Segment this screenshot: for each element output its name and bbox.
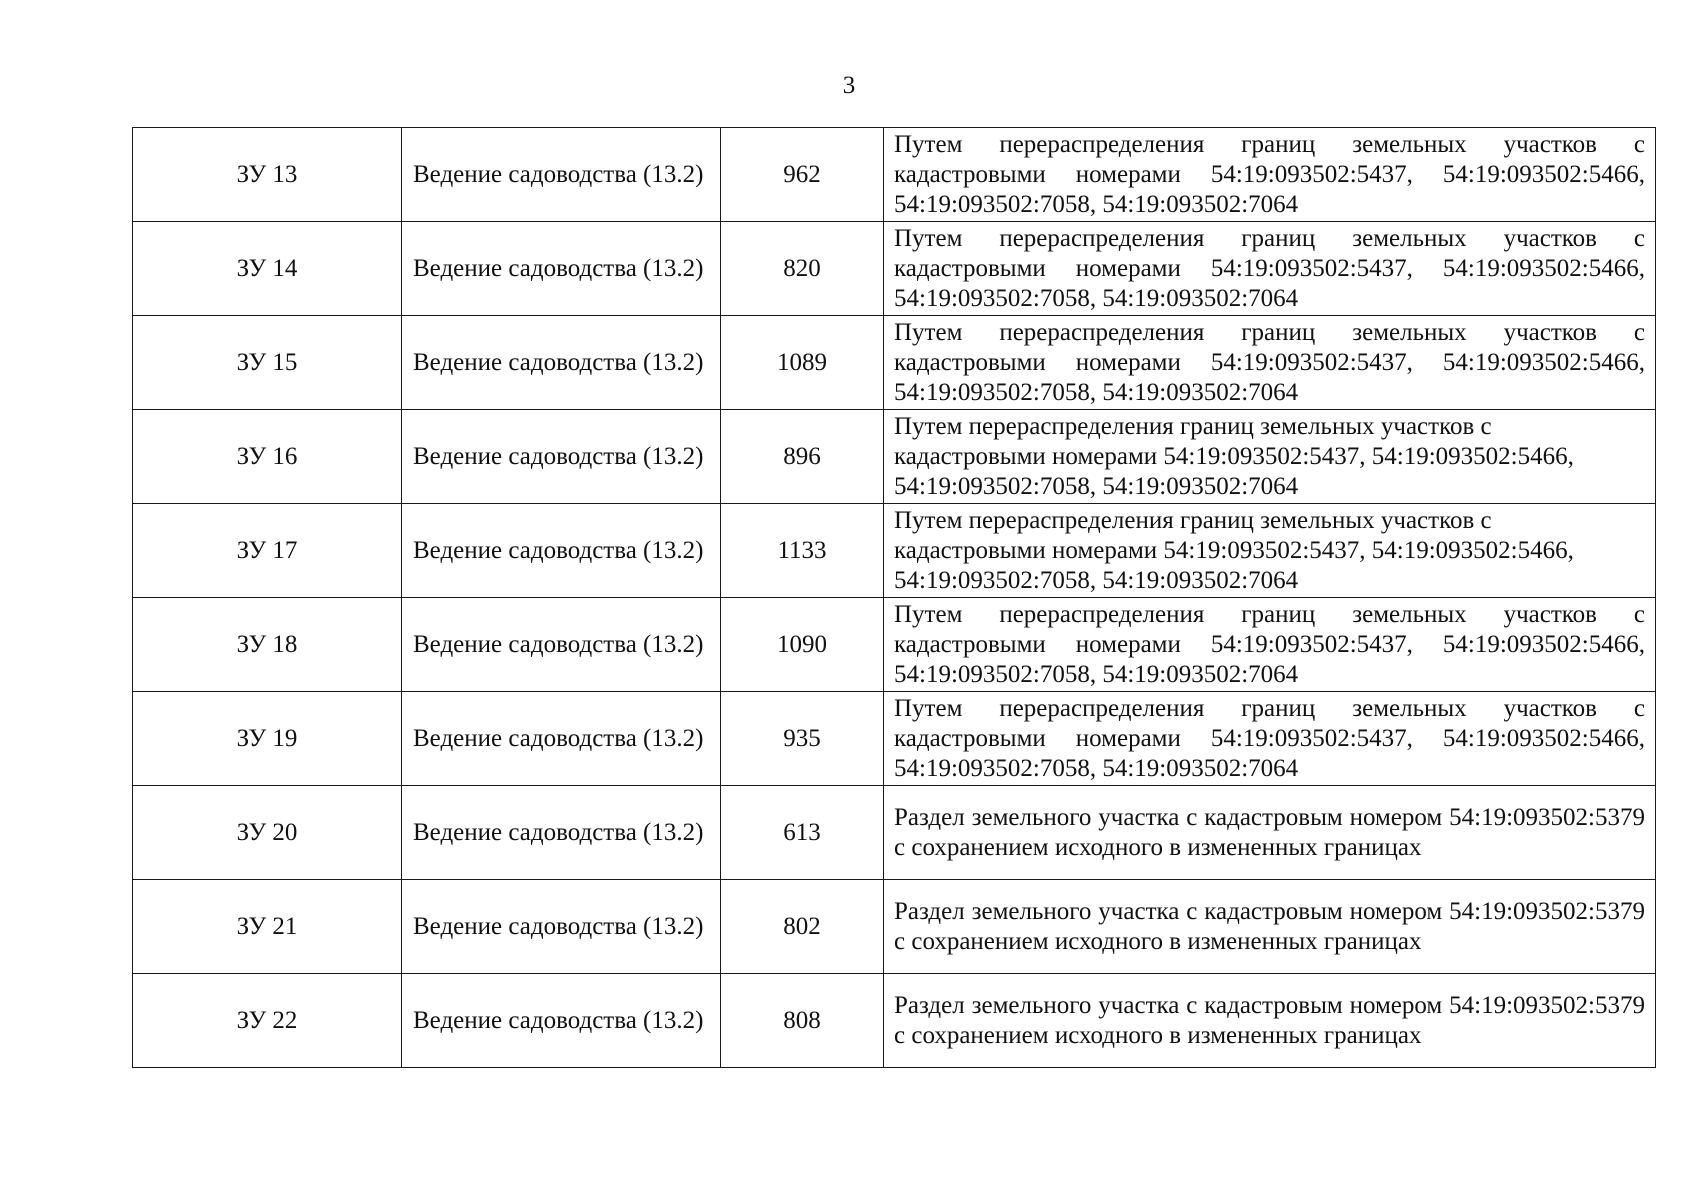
area-cell: 802 xyxy=(721,880,884,974)
plot-id-cell: ЗУ 15 xyxy=(133,316,402,410)
table-row xyxy=(133,128,1656,222)
formation-method-cell: Путем перераспределения границ земельных участков с кадастровыми номерами 54:19:093502:5437, 54:19:093502:5466, 54:19:093502:7058, 54:19:093502:7064 xyxy=(884,504,1656,598)
area-cell: 896 xyxy=(721,410,884,504)
plot-id-cell: ЗУ 17 xyxy=(133,504,402,598)
permitted-use-cell: Ведение садоводства (13.2) xyxy=(402,504,721,598)
area-cell: 1090 xyxy=(721,598,884,692)
plot-id-cell: ЗУ 19 xyxy=(133,692,402,786)
area-cell: 1089 xyxy=(721,316,884,410)
area-cell: 962 xyxy=(721,128,884,222)
plot-id-cell: ЗУ 21 xyxy=(133,880,402,974)
land-plots-table xyxy=(132,127,1656,1068)
formation-method-cell: Путем перераспределения границ земельных участков с кадастровыми номерами 54:19:093502:5437, 54:19:093502:5466, 54:19:093502:7058, 54:19:093502:7064 xyxy=(884,410,1656,504)
permitted-use-cell: Ведение садоводства (13.2) xyxy=(402,974,721,1068)
permitted-use-cell: Ведение садоводства (13.2) xyxy=(402,786,721,880)
plot-id-cell: ЗУ 20 xyxy=(133,786,402,880)
permitted-use-cell: Ведение садоводства (13.2) xyxy=(402,410,721,504)
plot-id-cell: ЗУ 22 xyxy=(133,974,402,1068)
plot-id-cell: ЗУ 16 xyxy=(133,410,402,504)
permitted-use-cell: Ведение садоводства (13.2) xyxy=(402,128,721,222)
area-cell: 935 xyxy=(721,692,884,786)
table-row xyxy=(133,880,1656,974)
table-body xyxy=(133,128,1656,1068)
formation-method-cell: Путем перераспределения границ земельных участков с кадастровыми номерами 54:19:093502:5437, 54:19:093502:5466, 54:19:093502:7058, 54:19:093502:7064 xyxy=(884,598,1656,692)
page-number: 3 xyxy=(842,72,856,99)
table-row xyxy=(133,316,1656,410)
permitted-use-cell: Ведение садоводства (13.2) xyxy=(402,222,721,316)
formation-method-cell: Путем перераспределения границ земельных участков с кадастровыми номерами 54:19:093502:5437, 54:19:093502:5466, 54:19:093502:7058, 54:19:093502:7064 xyxy=(884,222,1656,316)
permitted-use-cell: Ведение садоводства (13.2) xyxy=(402,880,721,974)
permitted-use-cell: Ведение садоводства (13.2) xyxy=(402,692,721,786)
table-row xyxy=(133,504,1656,598)
permitted-use-cell: Ведение садоводства (13.2) xyxy=(402,598,721,692)
table-row xyxy=(133,598,1656,692)
formation-method-cell: Путем перераспределения границ земельных участков с кадастровыми номерами 54:19:093502:5437, 54:19:093502:5466, 54:19:093502:7058, 54:19:093502:7064 xyxy=(884,316,1656,410)
area-cell: 820 xyxy=(721,222,884,316)
formation-method-cell: Путем перераспределения границ земельных участков с кадастровыми номерами 54:19:093502:5437, 54:19:093502:5466, 54:19:093502:7058, 54:19:093502:7064 xyxy=(884,128,1656,222)
table-row xyxy=(133,410,1656,504)
plot-id-cell: ЗУ 13 xyxy=(133,128,402,222)
table-row xyxy=(133,692,1656,786)
formation-method-cell: Раздел земельного участка с кадастровым номером 54:19:093502:5379 с сохранением исходного в измененных границах xyxy=(884,880,1656,974)
formation-method-cell: Раздел земельного участка с кадастровым номером 54:19:093502:5379 с сохранением исходного в измененных границах xyxy=(884,974,1656,1068)
formation-method-cell: Раздел земельного участка с кадастровым номером 54:19:093502:5379 с сохранением исходного в измененных границах xyxy=(884,786,1656,880)
area-cell: 1133 xyxy=(721,504,884,598)
table-row xyxy=(133,974,1656,1068)
table-row xyxy=(133,786,1656,880)
area-cell: 613 xyxy=(721,786,884,880)
formation-method-cell: Путем перераспределения границ земельных участков с кадастровыми номерами 54:19:093502:5437, 54:19:093502:5466, 54:19:093502:7058, 54:19:093502:7064 xyxy=(884,692,1656,786)
permitted-use-cell: Ведение садоводства (13.2) xyxy=(402,316,721,410)
table-row xyxy=(133,222,1656,316)
plot-id-cell: ЗУ 18 xyxy=(133,598,402,692)
area-cell: 808 xyxy=(721,974,884,1068)
plot-id-cell: ЗУ 14 xyxy=(133,222,402,316)
